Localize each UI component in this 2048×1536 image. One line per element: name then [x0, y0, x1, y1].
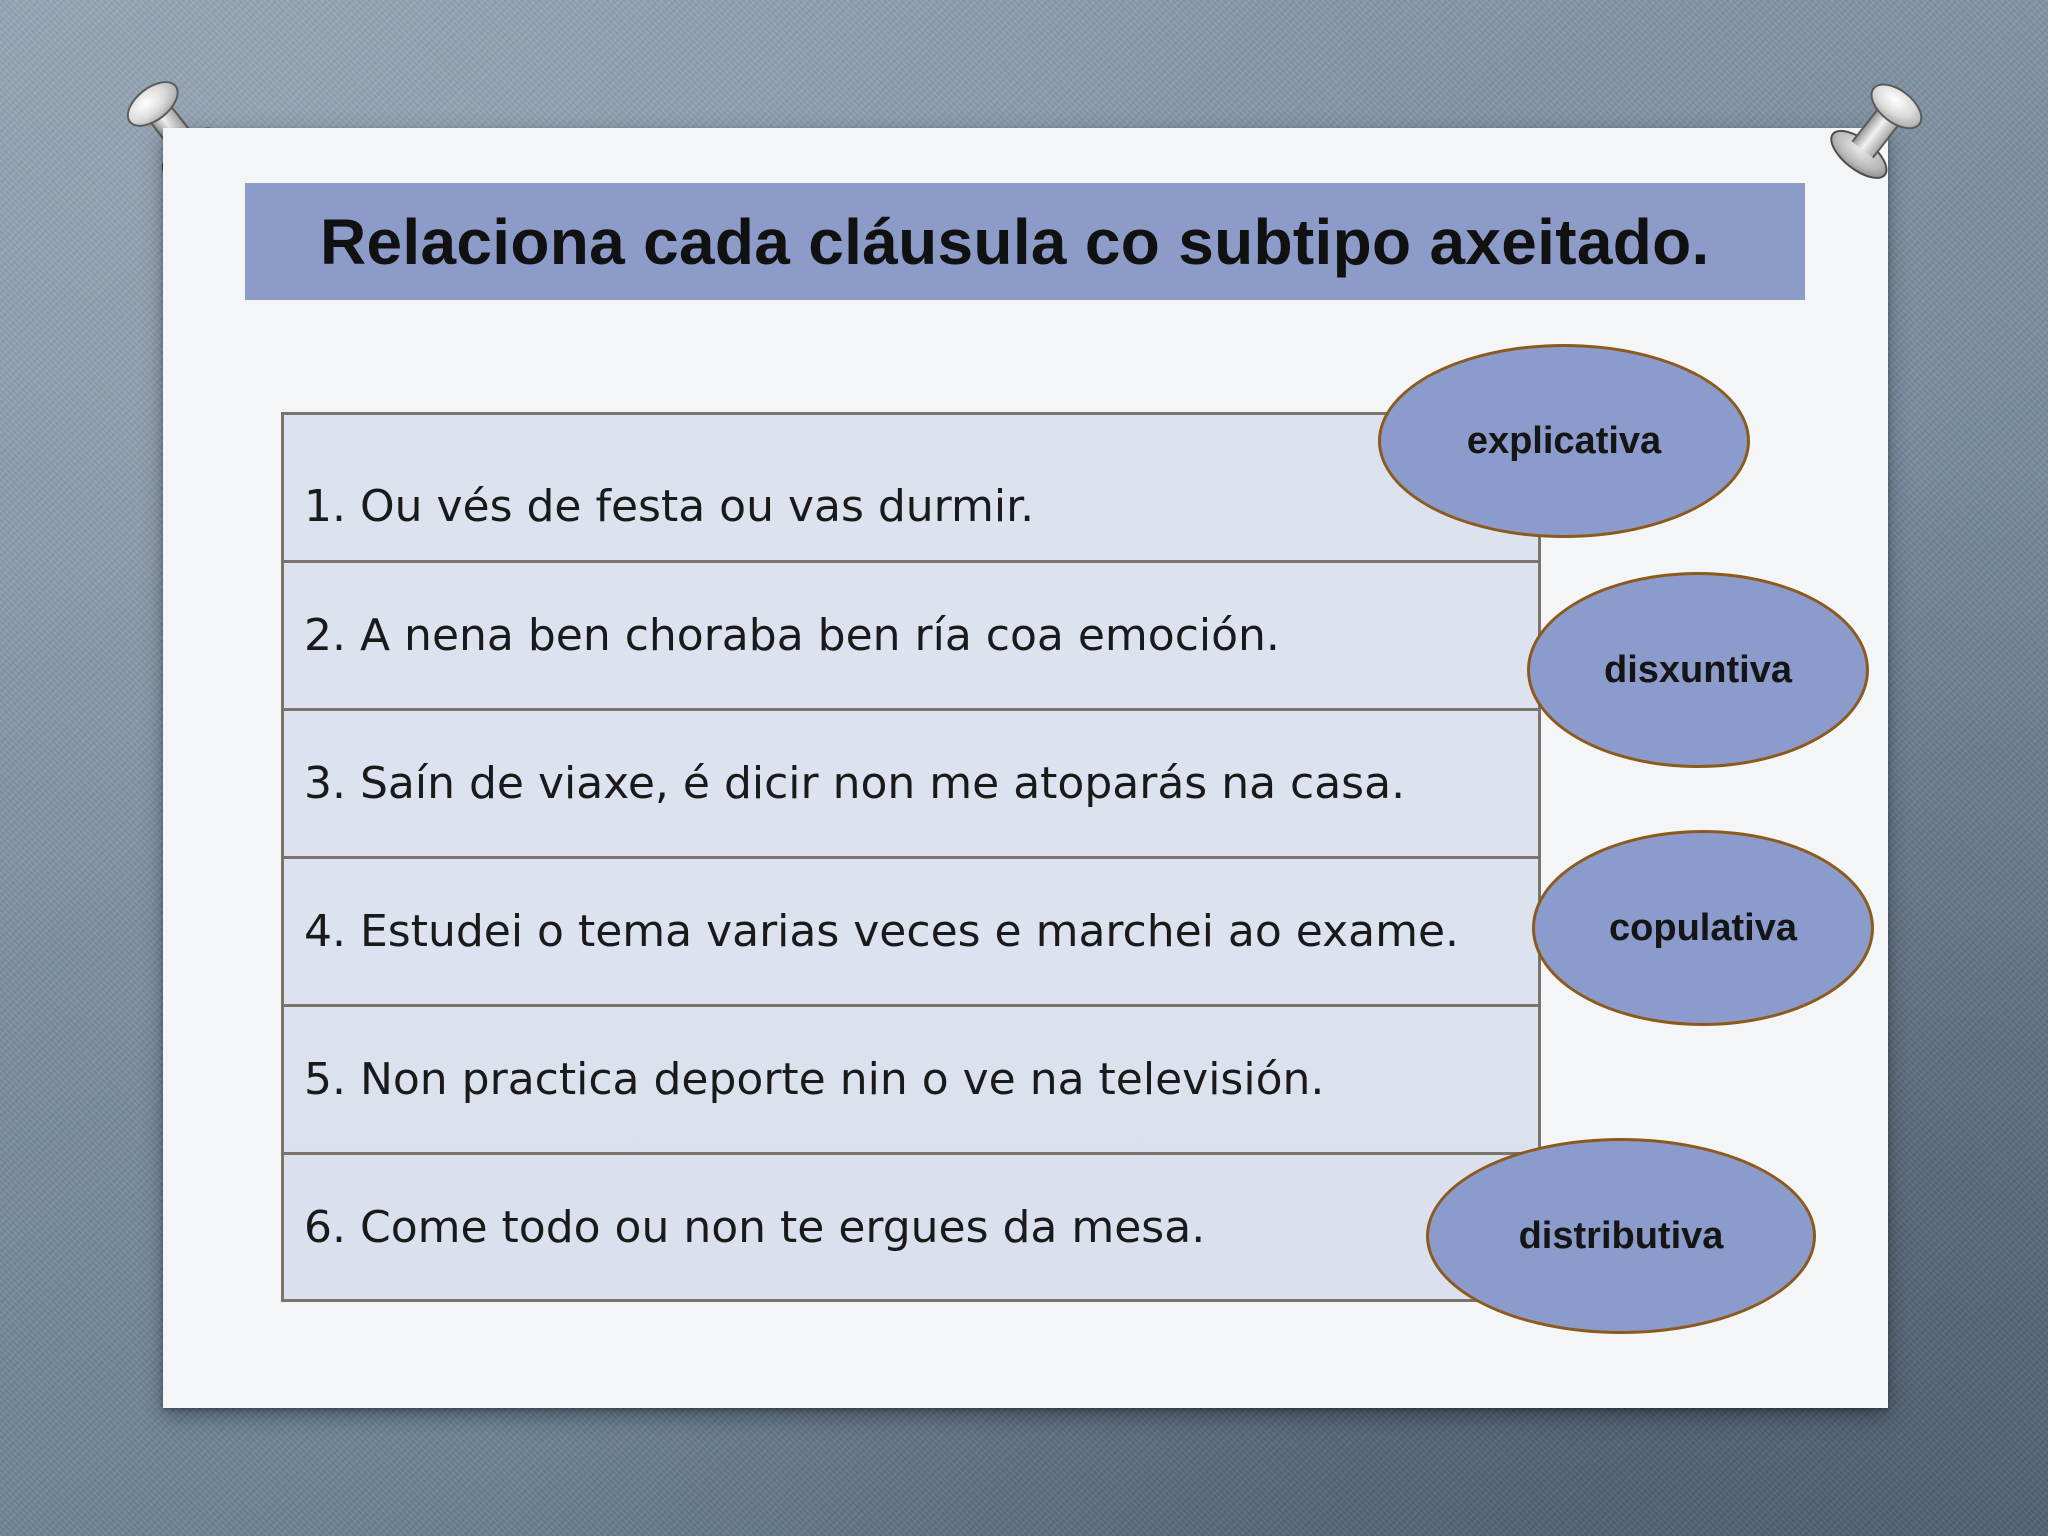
subtype-oval-distributiva[interactable]	[1426, 1138, 1816, 1334]
table-row-1	[284, 415, 1538, 563]
clauses-table	[281, 412, 1541, 1302]
title-banner	[245, 183, 1805, 300]
table-row-4	[284, 859, 1538, 1007]
page-title: Relaciona cada cláusula co subtipo axeitado.	[320, 205, 1710, 278]
table-row-3	[284, 711, 1538, 859]
table-row-5	[284, 1007, 1538, 1155]
subtype-oval-copulativa[interactable]	[1532, 830, 1874, 1026]
subtype-label-copulativa: copulativa	[1609, 906, 1797, 949]
subtype-oval-explicativa[interactable]	[1378, 344, 1750, 538]
subtype-label-distributiva: distributiva	[1518, 1214, 1724, 1257]
subtype-oval-disxuntiva[interactable]	[1527, 572, 1869, 768]
table-row-6	[284, 1155, 1538, 1299]
clause-text-1: 1. Ou vés de festa ou vas durmir.	[304, 481, 1035, 532]
subtype-label-explicativa: explicativa	[1466, 419, 1662, 462]
clause-text-6: 6. Come todo ou non te ergues da mesa.	[304, 1201, 1206, 1253]
clause-text-2: 2. A nena ben choraba ben ría coa emoción.	[304, 610, 1280, 661]
clause-text-5: 5. Non practica deporte nin o ve na televisión.	[304, 1054, 1325, 1105]
clause-text-4: 4. Estudei o tema varias veces e marchei ao exame.	[304, 906, 1459, 957]
table-row-2	[284, 563, 1538, 711]
clause-text-3: 3. Saín de viaxe, é dicir non me atoparás na casa.	[304, 758, 1406, 809]
subtype-label-disxuntiva: disxuntiva	[1604, 648, 1792, 691]
